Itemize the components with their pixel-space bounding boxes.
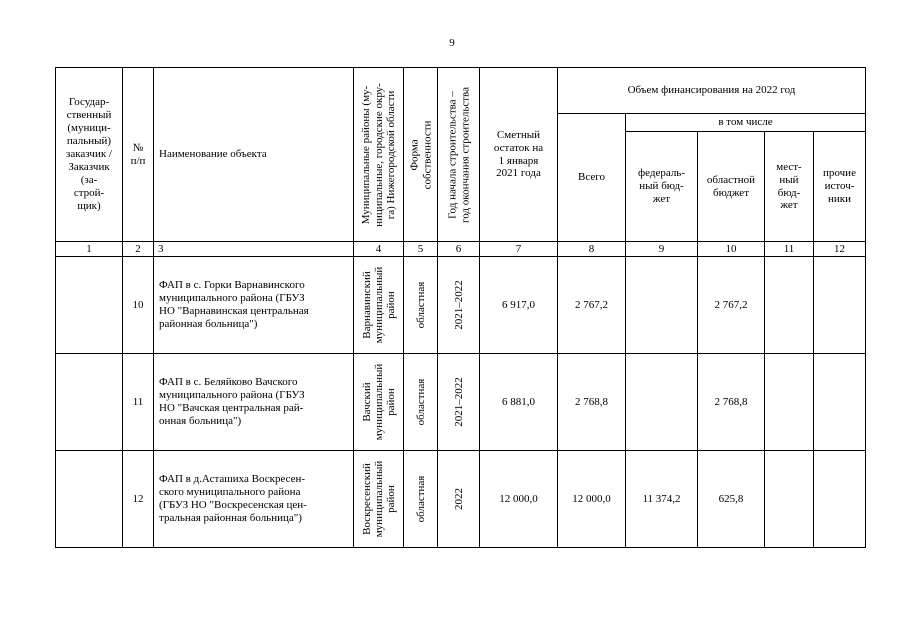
table-row xyxy=(56,451,866,548)
col-num: 6 xyxy=(438,242,480,257)
object-name: ФАП в с. Беляйково Вачского муниципального района (ГБУЗ НО "Вачская центральная рай- онная больница") xyxy=(154,354,354,451)
header-ownership: Форма собственности xyxy=(404,68,438,242)
local-budget xyxy=(765,451,814,548)
local-budget xyxy=(765,354,814,451)
header-other: прочие источ- ники xyxy=(814,132,866,242)
other-sources xyxy=(814,354,866,451)
customer-cell xyxy=(56,451,123,548)
regional-budget: 625,8 xyxy=(698,451,765,548)
col-num: 11 xyxy=(765,242,814,257)
col-num: 10 xyxy=(698,242,765,257)
col-num: 4 xyxy=(354,242,404,257)
ownership-form: областная xyxy=(404,451,438,548)
col-num: 2 xyxy=(123,242,154,257)
financing-table xyxy=(55,67,866,548)
total-funding: 2 767,2 xyxy=(558,257,626,354)
header-balance: Сметный остаток на 1 января 2021 года xyxy=(480,68,558,242)
header-including: в том числе xyxy=(626,114,866,132)
col-num: 3 xyxy=(154,242,354,257)
column-numbers-row xyxy=(56,242,866,257)
federal-budget xyxy=(626,257,698,354)
total-funding: 2 768,8 xyxy=(558,354,626,451)
col-num: 7 xyxy=(480,242,558,257)
col-num: 8 xyxy=(558,242,626,257)
row-number: 12 xyxy=(123,451,154,548)
header-total: Всего xyxy=(558,114,626,242)
table-row xyxy=(56,257,866,354)
header-object-name: Наименование объекта xyxy=(154,68,354,242)
district-name: Вачский муниципальный район xyxy=(354,354,404,451)
customer-cell xyxy=(56,257,123,354)
federal-budget xyxy=(626,354,698,451)
estimated-balance: 12 000,0 xyxy=(480,451,558,548)
header-regional: областной бюджет xyxy=(698,132,765,242)
header-customer: Государ- ственный (муници- пальный) заказчик / Заказчик (за- строй- щик) xyxy=(56,68,123,242)
regional-budget: 2 767,2 xyxy=(698,257,765,354)
header-years: Год начала строительства – год окончания строительства xyxy=(438,68,480,242)
col-num: 9 xyxy=(626,242,698,257)
construction-years: 2021–2022 xyxy=(438,257,480,354)
table-row xyxy=(56,354,866,451)
header-num: № п/п xyxy=(123,68,154,242)
estimated-balance: 6 917,0 xyxy=(480,257,558,354)
local-budget xyxy=(765,257,814,354)
col-num: 12 xyxy=(814,242,866,257)
other-sources xyxy=(814,451,866,548)
object-name: ФАП в д.Асташиха Воскресен- ского муниципального района (ГБУЗ НО "Воскресенская цен- тральная районная больница") xyxy=(154,451,354,548)
col-num: 5 xyxy=(404,242,438,257)
header-local: мест- ный бюд- жет xyxy=(765,132,814,242)
header-funding: Объем финансирования на 2022 год xyxy=(558,68,866,114)
district-name: Воскресенский муниципальный район xyxy=(354,451,404,548)
total-funding: 12 000,0 xyxy=(558,451,626,548)
other-sources xyxy=(814,257,866,354)
district-name: Варнавинский муниципальный район xyxy=(354,257,404,354)
header-federal: федераль- ный бюд- жет xyxy=(626,132,698,242)
ownership-form: областная xyxy=(404,354,438,451)
ownership-form: областная xyxy=(404,257,438,354)
header-districts: Муниципальные районы (му- ниципальные, городские окру- га) Нижегородской области xyxy=(354,68,404,242)
row-number: 10 xyxy=(123,257,154,354)
col-num: 1 xyxy=(56,242,123,257)
customer-cell xyxy=(56,354,123,451)
page-number: 9 xyxy=(449,37,455,49)
row-number: 11 xyxy=(123,354,154,451)
construction-years: 2022 xyxy=(438,451,480,548)
federal-budget: 11 374,2 xyxy=(626,451,698,548)
object-name: ФАП в с. Горки Варнавинского муниципального района (ГБУЗ НО "Варнавинская центральная районная больница") xyxy=(154,257,354,354)
estimated-balance: 6 881,0 xyxy=(480,354,558,451)
construction-years: 2021–2022 xyxy=(438,354,480,451)
regional-budget: 2 768,8 xyxy=(698,354,765,451)
